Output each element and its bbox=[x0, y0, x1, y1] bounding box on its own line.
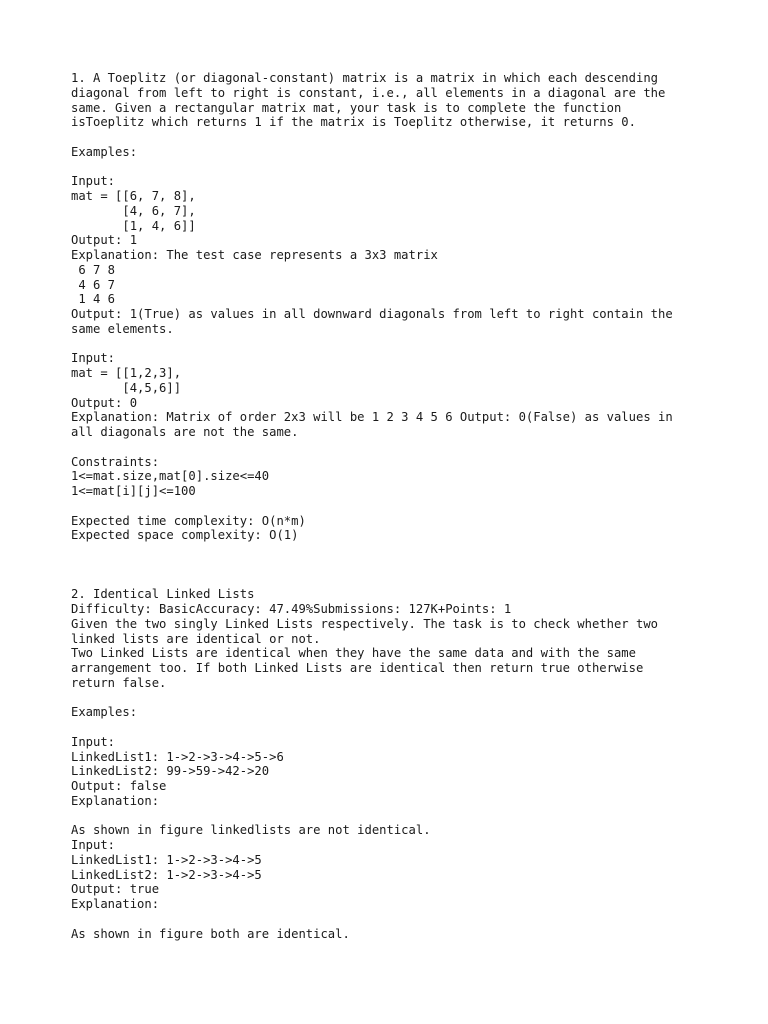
text-line: mat = [[6, 7, 8], bbox=[71, 189, 196, 203]
blank-line bbox=[71, 440, 711, 455]
text-line: Output: true bbox=[71, 882, 160, 897]
text-line: Examples: bbox=[71, 705, 138, 720]
text-line: [1, 4, 6]] bbox=[71, 218, 196, 233]
text-line: Explanation: Matrix of order 2x3 will be 1 2 3 4 5 6 Output: 0(False) as values in bbox=[71, 410, 673, 425]
text-line: As shown in figure linkedlists are not identical. bbox=[71, 823, 431, 838]
text-line: 2. Identical Linked Lists bbox=[71, 587, 255, 602]
text-line: mat = [[1,2,3], bbox=[71, 366, 182, 380]
text-line: Constraints: bbox=[71, 454, 160, 469]
text-line: As shown in figure both are identical. bbox=[71, 926, 350, 941]
text-line: Output: 0 bbox=[71, 395, 138, 410]
text-line: return false. bbox=[71, 675, 167, 690]
text-line: 1. A Toeplitz (or diagonal-constant) matrix is a matrix in which each descending bbox=[71, 71, 658, 85]
text-line: Explanation: bbox=[71, 793, 160, 808]
text-line: LinkedList1: 1->2->3->4->5->6 bbox=[71, 749, 284, 764]
blank-line bbox=[71, 809, 711, 824]
text-line: Input: bbox=[71, 734, 116, 749]
text-line: Output: false bbox=[71, 779, 167, 793]
text-line: Input: bbox=[71, 174, 116, 189]
text-line: all diagonals are not the same. bbox=[71, 425, 299, 439]
blank-line bbox=[71, 160, 711, 175]
text-line: arrangement too. If both Linked Lists are identical then return true otherwise bbox=[71, 661, 644, 675]
text-line: diagonal from left to right is constant, i.e., all elements in a diagonal are the bbox=[71, 85, 666, 100]
text-line: Given the two singly Linked Lists respectively. The task is to check whether two bbox=[71, 616, 658, 631]
blank-line bbox=[71, 691, 711, 706]
blank-line bbox=[71, 543, 711, 558]
text-line: Output: 1 bbox=[71, 233, 138, 248]
text-line: [4,5,6]] bbox=[71, 380, 182, 395]
text-line: LinkedList1: 1->2->3->4->5 bbox=[71, 852, 262, 867]
text-line: LinkedList2: 1->2->3->4->5 bbox=[71, 867, 262, 882]
text-line: Expected space complexity: O(1) bbox=[71, 528, 299, 543]
text-line: Input: bbox=[71, 351, 116, 366]
text-line: Explanation: bbox=[71, 897, 160, 911]
document-page bbox=[71, 71, 711, 941]
text-line: 4 6 7 bbox=[71, 277, 116, 292]
text-line: 6 7 8 bbox=[71, 262, 116, 277]
text-line: Difficulty: BasicAccuracy: 47.49%Submissions: 127K+Points: 1 bbox=[71, 602, 512, 616]
text-line: Two Linked Lists are identical when they have the same data and with the same bbox=[71, 646, 636, 661]
text-line: isToeplitz which returns 1 if the matrix is Toeplitz otherwise, it returns 0. bbox=[71, 115, 636, 130]
text-line: 1<=mat[i][j]<=100 bbox=[71, 484, 196, 498]
text-line: linked lists are identical or not. bbox=[71, 631, 321, 646]
text-line: same. Given a rectangular matrix mat, your task is to complete the function bbox=[71, 100, 622, 115]
blank-line bbox=[71, 337, 711, 352]
text-line: 1 4 6 bbox=[71, 292, 116, 307]
text-line: Expected time complexity: O(n*m) bbox=[71, 513, 306, 528]
text-line: Explanation: The test case represents a 3x3 matrix bbox=[71, 248, 438, 262]
text-line: 1<=mat.size,mat[0].size<=40 bbox=[71, 469, 270, 484]
text-line: [4, 6, 7], bbox=[71, 203, 196, 218]
blank-line bbox=[71, 499, 711, 514]
blank-line bbox=[71, 912, 711, 927]
blank-line bbox=[71, 720, 711, 735]
text-line: same elements. bbox=[71, 321, 174, 336]
blank-line bbox=[71, 130, 711, 145]
blank-line bbox=[71, 558, 711, 573]
text-line: LinkedList2: 99->59->42->20 bbox=[71, 764, 270, 779]
text-line: Examples: bbox=[71, 144, 138, 159]
text-line: Input: bbox=[71, 838, 116, 852]
text-line: Output: 1(True) as values in all downward diagonals from left to right contain the bbox=[71, 307, 673, 321]
blank-line bbox=[71, 573, 711, 588]
